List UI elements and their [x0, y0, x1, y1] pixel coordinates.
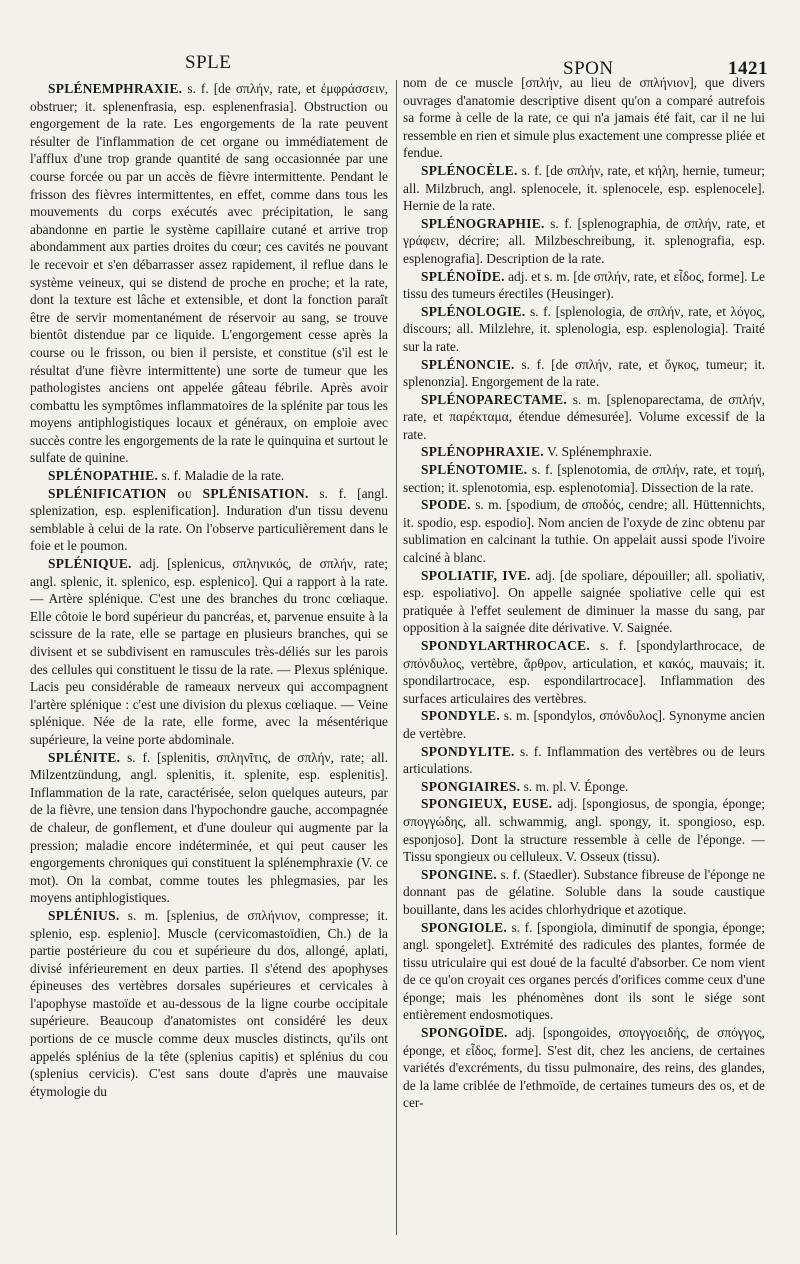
- entry-headword: SPLÉNIUS.: [48, 907, 120, 923]
- entry-headword: SPLÉNIQUE.: [48, 556, 132, 572]
- entry-definition: s. f. [splenographia, de σπλήν, rate, et γράφειν, décrire; all. Milzbeschreibung, it. splenografia, esp. esplenografia]. Description de la rate.: [403, 215, 765, 266]
- entry-headword: SPLÉNOPATHIE.: [48, 468, 159, 484]
- entry-headword: SPLÉNOPHRAXIE.: [421, 444, 544, 460]
- entry-headword: SPONDYLE.: [421, 708, 500, 724]
- running-head-left: SPLE: [185, 52, 232, 73]
- entry-definition: s. f. Maladie de la rate.: [161, 468, 285, 484]
- entry-headword: SPOLIATIF, IVE.: [421, 567, 531, 583]
- dictionary-entry: [403, 707, 765, 742]
- entry-definition: s. f. [angl. splenization, esp. esplenification]. Induration d'un tissu devenu semblable à celui de la rate. On l'observe particulièrement dans le foie et le poumon.: [30, 485, 388, 554]
- entry-definition: s. f. (Staedler). Substance fibreuse de l'éponge ne donnant pas de gélatine. Soluble dans la soude caustique bouillante, dans les acides chlorhydrique et azotique.: [403, 866, 765, 917]
- entry-headword: SPLÉNOTOMIE.: [421, 462, 528, 478]
- entry-headword: SPONDYLARTHROCACE.: [421, 638, 590, 653]
- entry-definition: s. f. [splenitis, σπληνῖτις, de σπλήν, rate; all. Milzentzündung, angl. splenitis, it. splenite, esp. esplenitis]. Inflammation de la rate, caractérisée, selon quelques auteurs, par de la fièvre, une tension dans l'hypochondre gauche, accompagnée de chaleur, de gonflement, et d'une douleur qui augmente par la pression; maladie encore indéterminée, et qui peut causer les engorgements chroniques qui constituent la splénemphraxie (V. ce mot). On la combat, comme toutes les phlegmasies, par les moyens antiphlogistiques.: [30, 749, 388, 906]
- dictionary-entry: [403, 74, 765, 162]
- dictionary-entry: [403, 866, 765, 919]
- entry-headword: SPONGIEUX, EUSE.: [421, 796, 553, 812]
- dictionary-entry: [403, 919, 765, 1025]
- dictionary-entry: [403, 356, 765, 391]
- entry-headword: SPONDYLITE.: [421, 743, 515, 759]
- dictionary-entry: [403, 778, 765, 796]
- entry-headword: SPLÉNOLOGIE.: [421, 303, 526, 319]
- dictionary-entry: [403, 268, 765, 303]
- entry-headword: SPLÉNOÏDE.: [421, 268, 505, 284]
- dictionary-entry: [403, 303, 765, 356]
- entry-definition: s. f. Inflammation des vertèbres ou de leurs articulations.: [403, 743, 765, 777]
- dictionary-entry: [30, 555, 388, 749]
- running-head-right: SPON: [563, 58, 614, 79]
- entry-headword: SPLÉNOGRAPHIE.: [421, 215, 545, 231]
- entry-definition: s. f. [de σπλήν, rate, et κήλη, hernie, tumeur; all. Milzbruch, angl. splenocele, it. splenocele, esp. esplenocele]. Hernie de la rate.: [403, 162, 765, 214]
- entry-definition: adj. [splenicus, σπληνικός, de σπλήν, rate; angl. splenic, it. splenico, esp. esplenico]. Qui a rapport à la rate. — Artère splénique. C'est une des branches du tronc cœliaque. Elle côtoie le bord supérieur du pancréas, et, parvenue ensuite à la scissure de la rate, elle se partage en plusieurs branches, qui se divisent et se subdivisent en ramuscules très-déliés sur les parois des cellules qui constituent le tissu de la rate. — Plexus splénique. Lacis peu considérable de rameaux nerveux qui accompagnent l'artère splénique : c'est une division du plexus cœliaque. — Veine splénique. Née de la rate, elle forme, avec la mésentérique supérieure, la veine porte abdominale.: [30, 556, 388, 747]
- dictionary-entry: [403, 496, 765, 566]
- entry-definition: s. f. [de σπλήν, rate, et ὄγκος, tumeur; it. splenonzia]. Engorgement de la rate.: [403, 356, 765, 390]
- entry-definition: adj. [spongiosus, de spongia, éponge; σπογγώδης, all. schwammig, angl. spongy, it. spongioso, esp. esponjoso]. Dont la structure ressemble à celle de l'éponge. — Tissu spongieux ou celluleux. V. Osseux (tissu).: [403, 796, 765, 865]
- dictionary-entry: [30, 467, 388, 485]
- entry-definition: s. f. [spondylarthrocace, de σπόνδυλος, vertèbre, ἄρθρον, articulation, et κακός, mauvais; it. spondilartrocace, esp. espondilartrocace]. Inflammation des surfaces articulaires des vertèbres.: [403, 638, 765, 706]
- entry-definition: s. f. [splenologia, de σπλήν, rate, et λόγος, discours; all. Milzlehre, it. splenologia, esp. esplenologia]. Traité sur la rate.: [403, 303, 765, 354]
- dictionary-entry: [403, 1024, 765, 1112]
- entry-headword: SPONGINE.: [421, 866, 497, 882]
- dictionary-entry: [30, 80, 388, 467]
- entry-definition: adj. [spongoides, σπογγοειδής, de σπόγγος, éponge, et εἶδος, forme]. S'est dit, chez les anciens, de certaines variétés d'excréments, du tissu pulmonaire, des reins, des glandes, de la lame criblée de l'ethmoïde, de certaines tumeurs des os, et de cer-: [403, 1025, 765, 1111]
- dictionary-entry: [403, 637, 765, 707]
- entry-headword: SPLÉNOPARECTAME.: [421, 391, 568, 407]
- dictionary-entry: [30, 485, 388, 555]
- entry-definition: adj. [de spoliare, dépouiller; all. spoliativ, esp. espoliativo]. On appelle saignée spoliative celle qui est pratiquée à l'effet seulement de diminuer la masse du sang, par opposition à la saignée dite dérivative. V. Saignée.: [403, 567, 765, 636]
- entry-headword: SPODE.: [421, 497, 471, 513]
- entry-headword: SPLÉNIFICATION ou SPLÉNISATION.: [48, 485, 309, 501]
- left-column: [30, 80, 388, 1100]
- entry-definition: adj. et s. m. [de σπλήν, rate, et εἶδος, forme]. Le tissu des tumeurs érectiles (Heusinger).: [403, 268, 765, 302]
- entry-headword: SPONGIOLE.: [421, 919, 507, 935]
- entry-headword: SPLÉNITE.: [48, 749, 121, 765]
- dictionary-entry: [30, 907, 388, 1101]
- entry-definition: s. m. [spodium, de σποδός, cendre; all. Hüttennichts, it. spodio, esp. espodio]. Nom ancien de l'oxyde de zinc obtenu par sublimation en calcinant la tuthie. On appelait aussi spode l'ivoire calciné à blanc.: [403, 497, 765, 566]
- entry-definition: s. m. pl. V. Éponge.: [523, 778, 629, 794]
- entry-headword: SPLÉNONCIE.: [421, 356, 515, 372]
- entry-definition: s. f. [spongiola, diminutif de spongia, éponge; angl. spongelet]. Extrémité des radicules des plantes, formée de tissu utriculaire qui est doué de la faculté d'absorber. Ce nom vient de ce qu'on croyait ces organes percés d'orifices comme ceux d'une éponge; mais les phénomènes dont ils sont le siége sont entièrement endosmotiques.: [403, 919, 765, 1023]
- entry-definition: s. m. [spondylos, σπόνδυλος]. Synonyme ancien de vertèbre.: [403, 708, 765, 741]
- dictionary-entry: [403, 567, 765, 637]
- right-column: [403, 74, 765, 1112]
- dictionary-entry: [30, 749, 388, 907]
- entry-headword: SPLÉNEMPHRAXIE.: [48, 81, 183, 96]
- entry-definition: V. Splénemphraxie.: [546, 444, 652, 460]
- entry-definition: s. m. [splenius, de σπλήνιον, compresse; it. splenio, esp. esplenio]. Muscle (cervicomastoïdien, Ch.) de la partie postérieure du cou et supérieure du dos, allongé, aplati, divisé inférieurement en deux parties. Il s'étend des apophyses épineuses des vertèbres dorsales supérieures et cervicales à l'apophyse mastoïde et au-dessous de la ligne courbe occipitale supérieure. Beaucoup d'anatomistes ont considéré les deux portions de ce muscle comme deux muscles distincts, qu'ils ont appelés splénius de la tête (splenius capitis) et splénius du cou (splenius cervicis). C'est sans doute d'après une mauvaise étymologie du: [30, 907, 388, 1099]
- page-number: 1421: [728, 58, 768, 79]
- entry-definition: s. f. [splenotomia, de σπλήν, rate, et τομή, section; it. splenotomia, esp. esplenotomia]. Dissection de la rate.: [403, 462, 765, 495]
- entry-headword: SPONGIAIRES.: [421, 778, 521, 794]
- dictionary-entry: [403, 443, 765, 461]
- dictionary-entry: [403, 743, 765, 778]
- dictionary-entry: [403, 461, 765, 496]
- entry-definition: s. f. [de σπλήν, rate, et ἐμφράσσειν, obstruer; it. splenenfrasia, esp. esplenenfrasia]. Obstruction ou engorgement de la rate. Les engorgements de la rate peuvent résulter de l'inflammation de cet organe ou immédiatement de l'afflux d'une trop grande quantité de sang occasionnée par une course forcée ou par un accès de fièvre intermittente. Pendant le frisson des fièvres intermittentes, en effet, comme dans tous les mouvements du corps exécutés avec précipitation, le sang abandonne en partie le système capillaire cutané et arrive trop abondamment aux parties droites du cœur; ces cavités ne pouvant le recevoir et s'en débarrasser assez rapidement, il reflue dans le système veineux, qui se distend de proche en proche; et la rate, dont la texture est lâche et extensible, et dont la fonction paraît être de servir momentanément de réservoir au sang, se trouve bientôt distendue par ce liquide. L'engorgement cesse après la course ou le frisson, ou bien il persiste, et constitue (s'il est le résultat d'une fièvre intermittente) une sorte de tumeur que les pathologistes anciens ont appelée gâteau fébrile. Après avoir combattu les symptômes inflammatoires de la splénite par tous les moyens antiphlogistiques locaux et généraux, on emploie avec succès contre les engorgements de la rate le quinquina et surtout le sulfate de quinine.: [30, 81, 388, 466]
- dictionary-entry: [403, 162, 765, 215]
- column-divider: [396, 80, 397, 1235]
- dictionary-entry: [403, 215, 765, 268]
- entry-headword: SPLÉNOCÈLE.: [421, 162, 518, 178]
- dictionary-entry: [403, 795, 765, 865]
- dictionary-entry: [403, 391, 765, 444]
- entry-definition: s. m. [splenoparectama, de σπλήν, rate, et παρέκταμα, étendue démesurée]. Volume excessif de la rate.: [403, 391, 765, 442]
- entry-definition: nom de ce muscle [σπλήν, au lieu de σπλήνιον], que divers ouvrages d'anatomie descriptive disent qu'on a comparé autrefois sa forme à celle de la rate, ce qui n'a jamais été fait, car il ne lui ressemble en rien et simule plus exactement une compresse pliée et fendue.: [403, 75, 765, 161]
- entry-headword: SPONGOÏDE.: [421, 1025, 508, 1041]
